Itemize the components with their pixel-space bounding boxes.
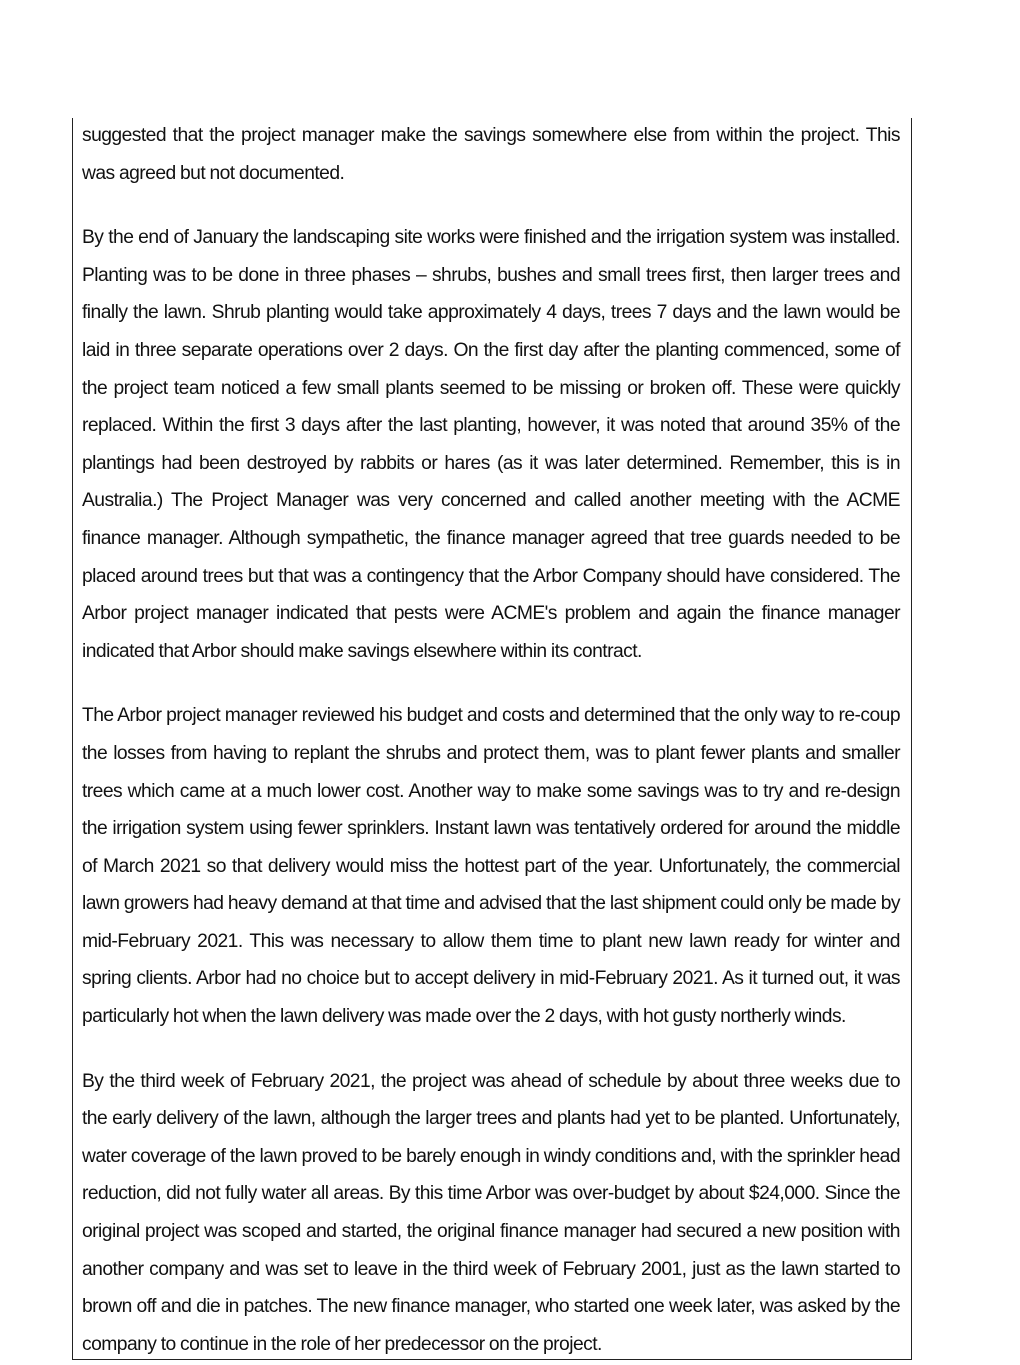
document-body <box>82 117 900 1363</box>
paragraph-2: By the end of January the landscaping site works were finished and the irrigation system was installed. Planting was to be done in three phases – shrubs, bushes and small trees first, then larger trees and finally the lawn. Shrub planting would take approximately 4 days, trees 7 days and the lawn would be laid in three separate operations over 2 days. On the first day after the planting commenced, some of the project team noticed a few small plants seemed to be missing or broken off. These were quickly replaced. Within the first 3 days after the last planting, however, it was noted that around 35% of the plantings had been destroyed by rabbits or hares (as it was later determined. Remember, this is in Australia.) The Project Manager was very concerned and called another meeting with the ACME finance manager. Although sympathetic, the finance manager agreed that tree guards needed to be placed around trees but that was a contingency that the Arbor Company should have considered. The Arbor project manager indicated that pests were ACME's problem and again the finance manager indicated that Arbor should make savings elsewhere within its contract. <box>82 227 900 662</box>
paragraph-4: By the third week of February 2021, the project was ahead of schedule by about three weeks due to the early delivery of the lawn, although the larger trees and plants had yet to be planted. Unfortunately, water coverage of the lawn proved to be barely enough in windy conditions and, with the sprinkler head reduction, did not fully water all areas. By this time Arbor was over-budget by about $24,000. Since the original project was scoped and started, the original finance manager had secured a new position with another company and was set to leave in the third week of February 2001, just as the lawn started to brown off and die in patches. The new finance manager, who started one week later, was asked by the company to continue in the role of her predecessor on the project. <box>82 1070 900 1355</box>
paragraph-3: The Arbor project manager reviewed his budget and costs and determined that the only way to re-coup the losses from having to replant the shrubs and protect them, was to plant fewer plants and smaller trees which came at a much lower cost. Another way to make some savings was to try and re-design the irrigation system using fewer sprinklers. Instant lawn was tentatively ordered for around the middle of March 2021 so that delivery would miss the hottest part of the year. Unfortunately, the commercial lawn growers had heavy demand at that time and advised that the last shipment could only be made by mid-February 2021. This was necessary to allow them time to plant new lawn ready for winter and spring clients. Arbor had no choice but to accept delivery in mid-February 2021. As it turned out, it was particularly hot when the lawn delivery was made over the 2 days, with hot gusty northerly winds. <box>82 705 900 1028</box>
paragraph-1: suggested that the project manager make the savings somewhere else from within the project. This was agreed but not documented. <box>82 125 900 184</box>
